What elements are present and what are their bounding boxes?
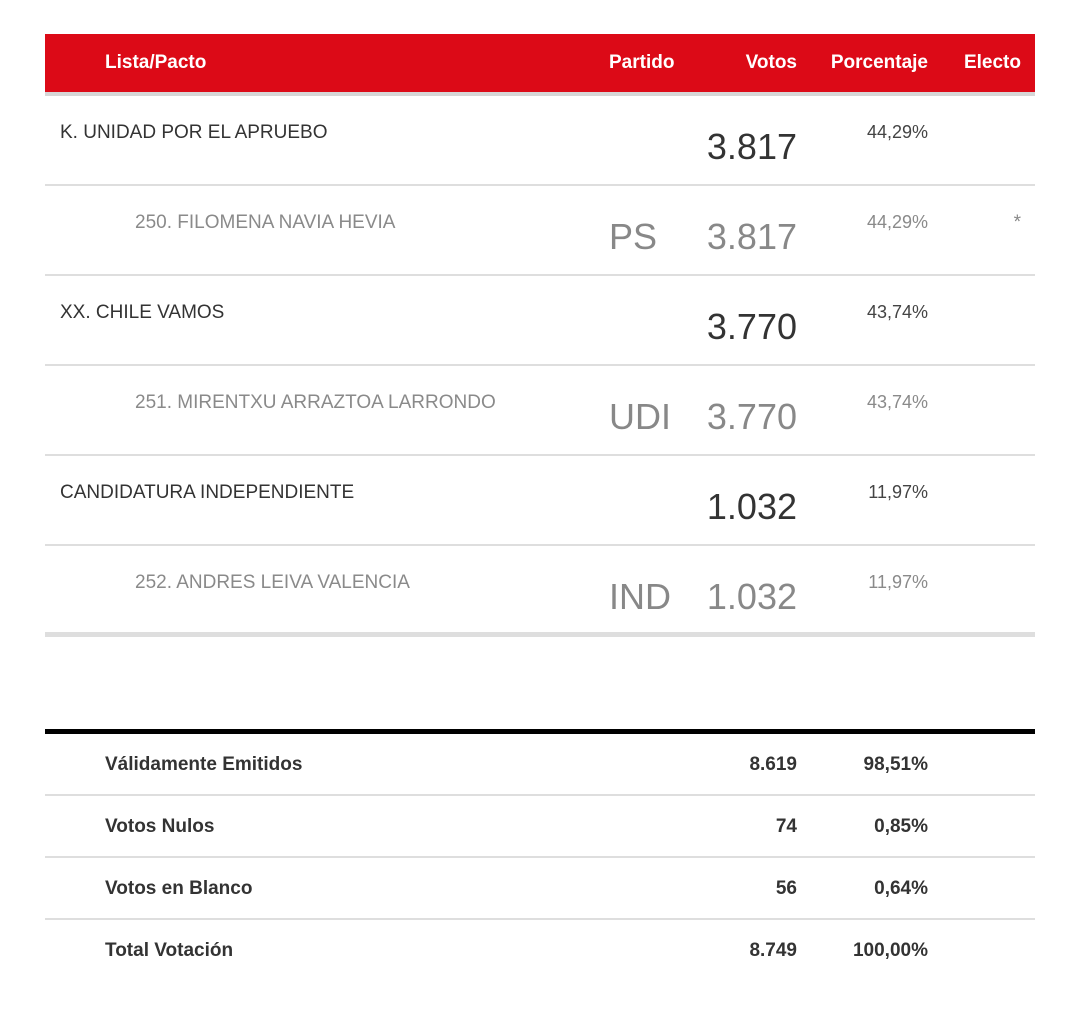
percentage: 11,97% xyxy=(868,572,928,592)
votes: 3.817 xyxy=(706,216,797,257)
summary-row-blanco xyxy=(45,858,1035,920)
summary-percentage: 0,64% xyxy=(874,878,928,899)
votes: 3.817 xyxy=(706,126,797,167)
votes: 1.032 xyxy=(706,486,797,527)
summary-row-nulos xyxy=(45,796,1035,858)
header-porcentaje: Porcentaje xyxy=(830,52,928,73)
percentage: 44,29% xyxy=(866,212,928,232)
percentage: 43,74% xyxy=(866,302,928,322)
summary-table xyxy=(45,729,1035,980)
candidate-name: 252. ANDRES LEIVA VALENCIA xyxy=(135,572,410,593)
candidate-name: 250. FILOMENA NAVIA HEVIA xyxy=(135,212,396,233)
summary-votes: 56 xyxy=(775,878,797,899)
percentage: 43,74% xyxy=(866,392,928,412)
list-name: K. UNIDAD POR EL APRUEBO xyxy=(60,122,328,143)
table-row-list xyxy=(45,96,1035,186)
elected-mark: * xyxy=(1013,212,1021,233)
summary-votes: 74 xyxy=(775,816,797,837)
table-row-candidate xyxy=(45,366,1035,456)
summary-percentage: 98,51% xyxy=(863,754,928,775)
summary-percentage: 0,85% xyxy=(874,816,928,837)
summary-votes: 8.619 xyxy=(749,754,797,775)
summary-label: Votos en Blanco xyxy=(105,878,253,899)
table-row-list xyxy=(45,456,1035,546)
party: PS xyxy=(609,216,658,257)
summary-label: Votos Nulos xyxy=(105,816,215,837)
votes: 3.770 xyxy=(706,306,797,347)
percentage: 11,97% xyxy=(868,482,928,502)
list-name: XX. CHILE VAMOS xyxy=(60,302,225,323)
table-header xyxy=(45,34,1035,96)
candidate-name: 251. MIRENTXU ARRAZTOA LARRONDO xyxy=(135,392,496,413)
votes: 3.770 xyxy=(706,396,797,437)
table-row-candidate xyxy=(45,186,1035,276)
party: UDI xyxy=(609,396,671,437)
header-lista: Lista/Pacto xyxy=(105,52,207,73)
results-table xyxy=(45,34,1035,637)
summary-row-total xyxy=(45,920,1035,980)
summary-percentage: 100,00% xyxy=(852,940,928,961)
votes: 1.032 xyxy=(706,576,797,617)
party: IND xyxy=(609,576,671,617)
header-electo: Electo xyxy=(963,52,1021,73)
summary-label: Válidamente Emitidos xyxy=(105,754,303,775)
summary-votes: 8.749 xyxy=(749,940,797,961)
summary-row-validos xyxy=(45,734,1035,796)
header-votos: Votos xyxy=(745,52,797,73)
list-name: CANDIDATURA INDEPENDIENTE xyxy=(60,482,355,503)
table-row-candidate xyxy=(45,546,1035,637)
summary-label: Total Votación xyxy=(105,940,234,961)
table-row-list xyxy=(45,276,1035,366)
percentage: 44,29% xyxy=(866,122,928,142)
header-partido: Partido xyxy=(609,52,675,73)
